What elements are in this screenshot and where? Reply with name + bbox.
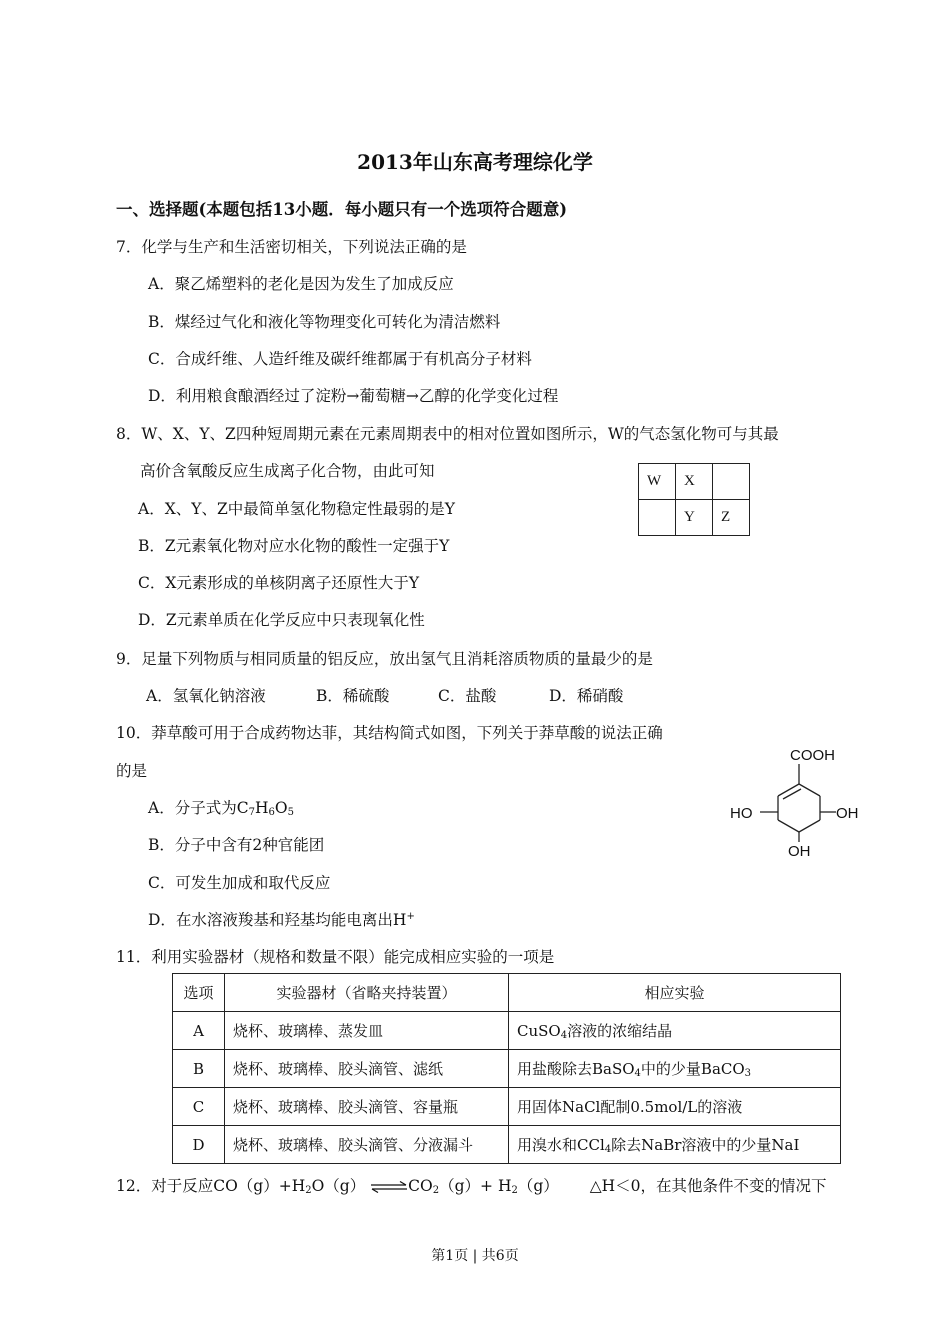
q8-stem-line1: 8．W、X、Y、Z四种短周期元素在元素周期表中的相对位置如图所示，W的气态氢化物可与其最 <box>116 425 779 443</box>
header-cell: 实验器材（省略夹持装置） <box>225 974 509 1012</box>
q12-text: O（g） <box>311 1177 366 1195</box>
table-row <box>173 1088 841 1126</box>
q7-option-d: D．利用粮食酿酒经过了淀粉→葡萄糖→乙醇的化学变化过程 <box>148 387 559 405</box>
subscript: 2 <box>511 1185 518 1196</box>
option-cell: C <box>173 1088 225 1126</box>
q9-stem: 9．足量下列物质与相同质量的铝反应，放出氢气且消耗溶质物质的量最少的是 <box>116 650 653 668</box>
q8-option-b: B．Z元素氧化物对应水化物的酸性一定强于Y <box>138 537 450 555</box>
table-row <box>173 1012 841 1050</box>
cooh-label: COOH <box>790 747 835 764</box>
table-row <box>173 1126 841 1164</box>
exp-text: 用盐酸除去BaSO <box>517 1060 635 1078</box>
q10-option-b: B．分子中含有2种官能团 <box>148 836 325 854</box>
q8-option-d: D．Z元素单质在化学反应中只表现氧化性 <box>138 611 425 629</box>
option-cell: B <box>173 1050 225 1088</box>
q10-option-c: C．可发生加成和取代反应 <box>148 874 331 892</box>
q12-text: （g）+ H <box>439 1177 512 1195</box>
q8-option-a: A．X、Y、Z中最简单氢化物稳定性最弱的是Y <box>138 500 455 518</box>
superscript: + <box>406 911 415 922</box>
equipment-cell: 烧杯、玻璃棒、胶头滴管、容量瓶 <box>225 1088 509 1126</box>
subscript: 4 <box>634 1068 641 1079</box>
grid-cell: X <box>676 464 713 500</box>
q12-text: CO <box>408 1177 433 1195</box>
exp-text: 中的少量BaCO <box>640 1060 745 1078</box>
grid-cell: Z <box>713 500 750 536</box>
q7-option-b: B．煤经过气化和液化等物理变化可转化为清洁燃料 <box>148 313 501 331</box>
subscript: 5 <box>287 807 294 818</box>
q12-text: （g） <box>517 1177 559 1195</box>
equilibrium-arrow-icon <box>370 1181 408 1193</box>
q10-stem-line2: 的是 <box>116 762 148 780</box>
section-heading: 一、选择题(本题包括13小题．每小题只有一个选项符合题意) <box>116 200 568 219</box>
subscript: 7 <box>248 807 255 818</box>
subscript: 2 <box>432 1185 440 1196</box>
shikimic-acid-structure <box>724 740 874 860</box>
header-cell: 选项 <box>173 974 225 1012</box>
exp-text: 溶液的浓缩结晶 <box>567 1022 673 1040</box>
oh-right-label: OH <box>836 805 859 822</box>
q10-option-a-text: O <box>274 799 288 817</box>
q7-option-c: C．合成纤维、人造纤维及碳纤维都属于有机高分子材料 <box>148 350 532 368</box>
equipment-cell: 烧杯、玻璃棒、胶头滴管、滤纸 <box>225 1050 509 1088</box>
option-cell: D <box>173 1126 225 1164</box>
ho-left-label: HO <box>730 805 753 822</box>
exp-text: 用固体NaCl配制0.5mol/L的溶液 <box>517 1098 743 1116</box>
subscript: 2 <box>305 1185 312 1196</box>
subscript: 4 <box>604 1144 612 1155</box>
experiment-cell <box>509 1012 841 1050</box>
exp-text: 用溴水和CCl <box>517 1136 605 1154</box>
q7-stem: 7．化学与生产和生活密切相关，下列说法正确的是 <box>116 238 467 256</box>
q10-option-a <box>148 796 294 818</box>
exp-text: 除去NaBr溶液中的少量NaI <box>611 1136 800 1154</box>
q9-option-c: C．盐酸 <box>438 687 497 705</box>
q11-table <box>172 973 841 1164</box>
periodic-position-grid <box>638 463 750 536</box>
page-title: 2013年山东高考理综化学 <box>357 150 593 174</box>
q8-stem-line2: 高价含氧酸反应生成离子化合物，由此可知 <box>140 462 435 480</box>
q10-option-a-text: A．分子式为C <box>148 799 249 817</box>
table-row <box>173 1050 841 1088</box>
table-header-row <box>173 974 841 1012</box>
q9-option-d: D．稀硝酸 <box>549 687 624 705</box>
q9-option-a: A．氢氧化钠溶液 <box>146 687 266 705</box>
q10-option-d-text: D．在水溶液羧基和羟基均能电离出H <box>148 911 407 929</box>
q11-stem: 11．利用实验器材（规格和数量不限）能完成相应实验的一项是 <box>116 948 555 966</box>
subscript: 4 <box>560 1030 568 1041</box>
q7-option-a: A．聚乙烯塑料的老化是因为发生了加成反应 <box>148 275 454 293</box>
equipment-cell: 烧杯、玻璃棒、蒸发皿 <box>225 1012 509 1050</box>
grid-cell <box>639 500 676 536</box>
q8-option-c: C．X元素形成的单核阴离子还原性大于Y <box>138 574 420 592</box>
q10-option-a-text: H <box>254 799 269 817</box>
q9-option-b: B．稀硫酸 <box>316 687 390 705</box>
equipment-cell: 烧杯、玻璃棒、胶头滴管、分液漏斗 <box>225 1126 509 1164</box>
subscript: 6 <box>268 807 275 818</box>
grid-cell: Y <box>676 500 713 536</box>
grid-cell <box>713 464 750 500</box>
oh-bottom-label: OH <box>788 843 811 860</box>
q12-text: △H＜0，在其他条件不变的情况下 <box>589 1177 827 1195</box>
option-cell: A <box>173 1012 225 1050</box>
experiment-cell <box>509 1050 841 1088</box>
subscript: 3 <box>744 1068 752 1079</box>
q12-stem <box>116 1174 827 1196</box>
experiment-cell <box>509 1126 841 1164</box>
q10-option-d <box>148 908 415 930</box>
q12-text: 12．对于反应CO（g）+H <box>116 1177 306 1195</box>
header-cell: 相应实验 <box>509 974 841 1012</box>
grid-cell: W <box>639 464 676 500</box>
q10-stem-line1: 10．莽草酸可用于合成药物达菲，其结构简式如图，下列关于莽草酸的说法正确 <box>116 724 663 742</box>
exp-text: CuSO <box>517 1022 561 1040</box>
page-footer: 第1页 | 共6页 <box>431 1248 519 1264</box>
experiment-cell <box>509 1088 841 1126</box>
